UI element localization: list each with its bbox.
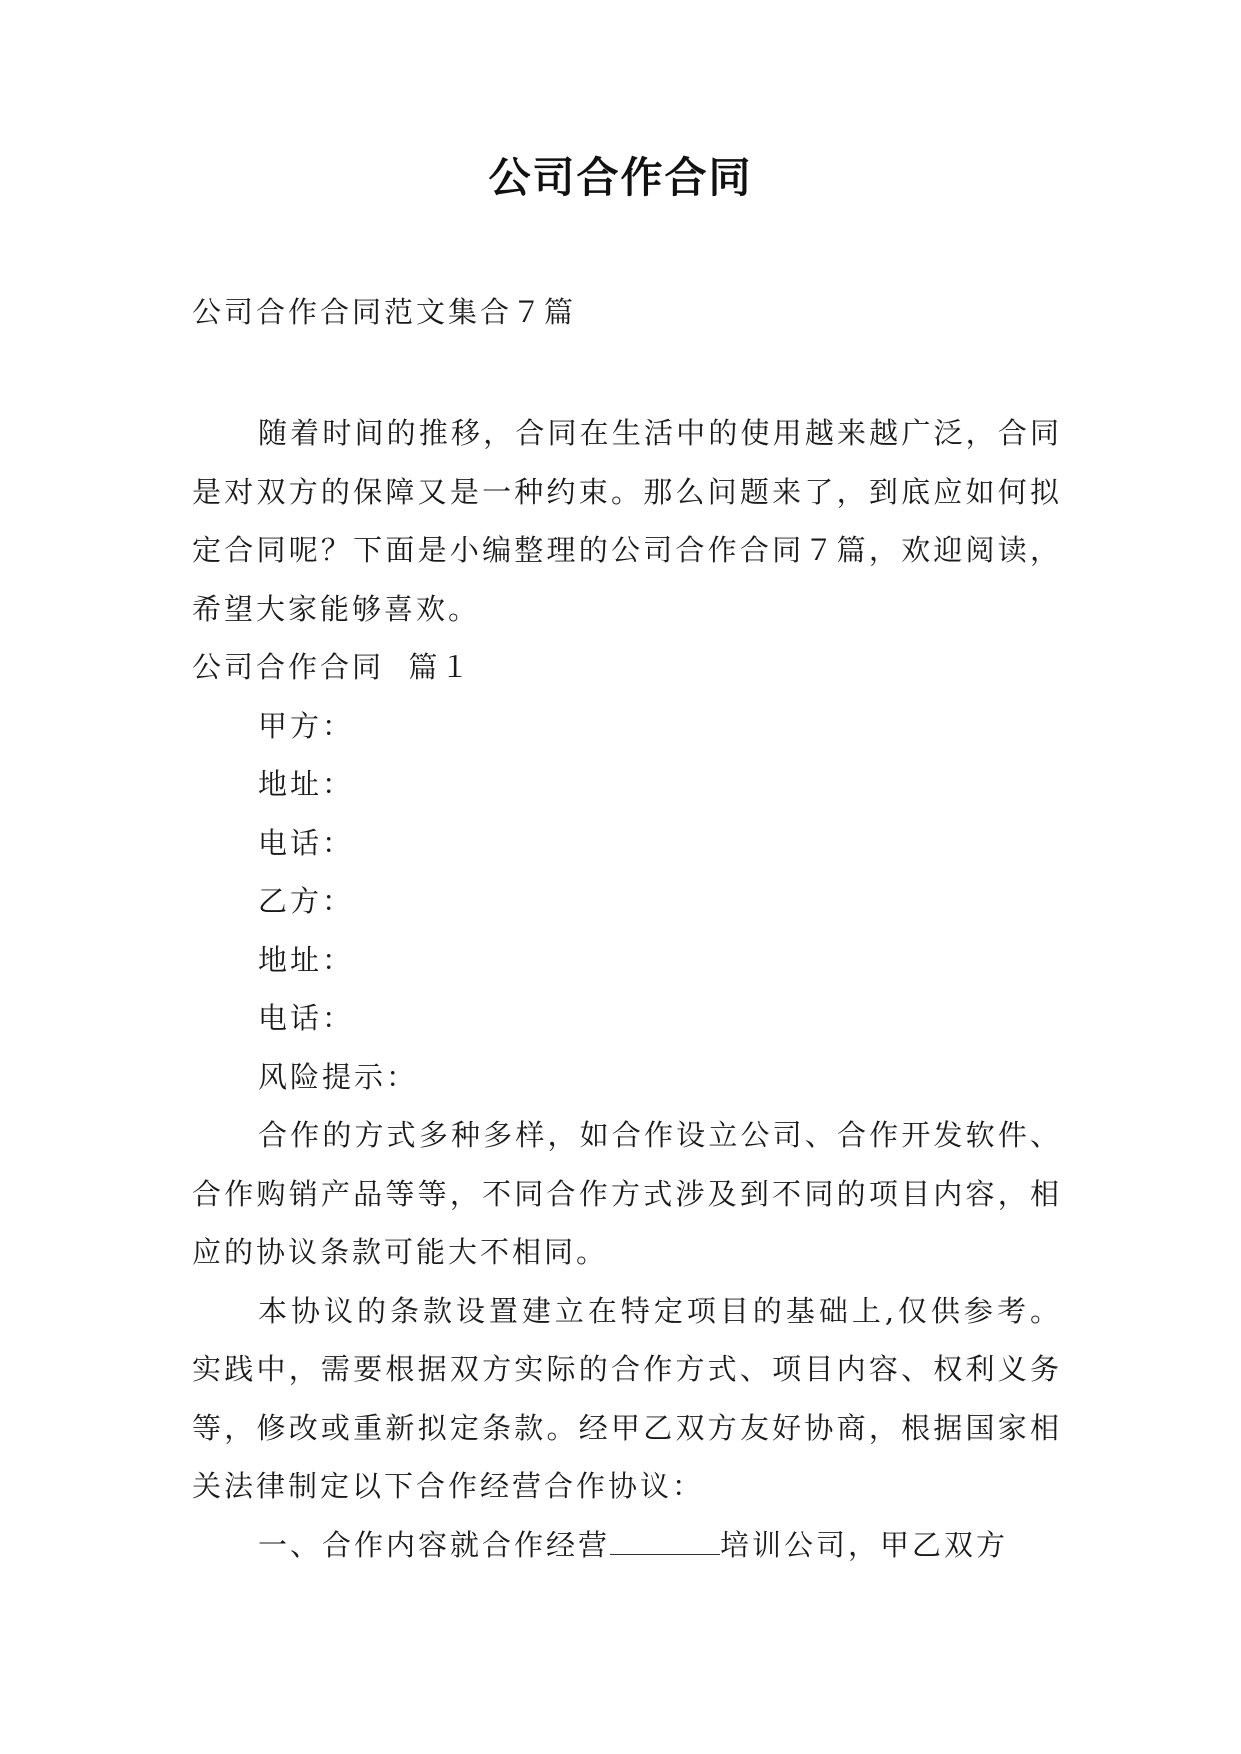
section-heading: 公司合作合同 篇１ — [192, 650, 473, 684]
party-a-phone-field: 电话： — [258, 825, 355, 860]
body-paragraph: 合作的方式多种多样，如合作设立公司、合作开发软件、合作购销产品等等，不同合作方式涉及到不同的项目内容，相应的协议条款可能大不相同。 — [192, 1118, 1062, 1269]
party-a-address-field: 地址： — [258, 767, 355, 801]
intro-paragraph: 随着时间的推移，合同在生活中的使用越来越广泛，合同是对双方的保障又是一种约束。那么问题来了，到底应如何拟定合同呢？下面是小编整理的公司合作合同７篇，欢迎阅读，希望大家能够喜欢。 — [192, 416, 1062, 626]
party-b-field: 乙方： — [258, 884, 355, 918]
party-b-address-field: 地址： — [258, 942, 355, 977]
party-a-field: 甲方： — [258, 708, 355, 743]
clause-one-suffix: 培训公司，甲乙双方 — [720, 1527, 1009, 1562]
risk-notice-heading: 风险提示： — [258, 1059, 419, 1094]
party-b-phone-field: 电话： — [258, 1001, 355, 1035]
body-paragraph: 本协议的条款设置建立在特定项目的基础上,仅供参考。实践中，需要根据双方实际的合作方式、项目内容、权利义务等，修改或重新拟定条款。经甲乙双方友好协商，根据国家相关法律制定以下合作经营合作协议： — [192, 1293, 1062, 1503]
document-title: 公司合作合同 — [488, 153, 753, 202]
document-body — [192, 404, 1062, 1574]
fill-in-blank — [610, 1524, 720, 1555]
clause-one — [192, 1516, 1062, 1575]
document-subtitle: 公司合作合同范文集合７篇 — [192, 295, 577, 329]
clause-one-prefix: 一、合作内容就合作经营 — [258, 1527, 611, 1562]
